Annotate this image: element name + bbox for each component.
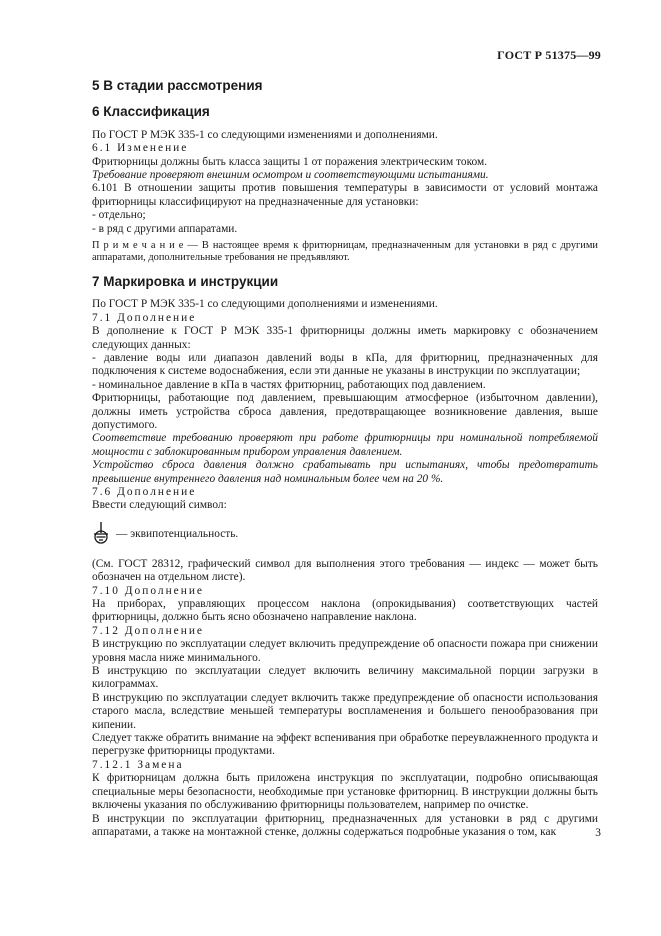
clause-7-12-1-heading: 7.12.1 Замена [92,758,184,771]
note-label: П р и м е ч а н и е [92,240,184,252]
clause-7-12-text-4: Следует также обратить внимание на эффект вспенивания при обработке переувлажненного продукта и перегрузке фритюрницы продуктами. [92,732,598,758]
symbol-caption: — эквипотенциальность. [116,528,239,541]
list-item-in-row: - в ряд с другими аппаратами. [92,222,238,235]
equipotential-icon [92,522,110,548]
section-6-title: 6 Классификация [92,104,210,120]
section-5-title: 5 В стадии рассмотрения [92,78,263,93]
clause-6-1-heading: 6.1 Изменение [92,142,189,155]
clause-7-6-reference: (См. ГОСТ 28312, графический символ для выполнения этого требования — индекс — может быть обозначен на отдельном листе). [92,557,598,584]
clause-7-6-heading: 7.6 Дополнение [92,485,197,498]
clause-7-12-heading: 7.12 Дополнение [92,624,204,637]
page-content [92,76,598,839]
note [92,240,598,265]
list-item-standalone: - отдельно; [92,209,146,222]
document-code: ГОСТ Р 51375—99 [497,48,601,62]
clause-7-1-pressure-text: Фритюрницы, работающие под давлением, превышающим атмосферное (избыточном давлении), должны иметь устройства сброса давления, предотвращающее возникновение давления, выше допустимого. [92,392,598,431]
section-7-title: 7 Маркировка и инструкции [92,273,279,289]
clause-7-1-check-1: Соответствие требованию проверяют при работе фритюрницы при номинальной потребляемой мощности с заблокированным прибором управления давлением. [92,432,598,458]
clause-6-1-check: Требование проверяют внешним осмотром и соответствующими испытаниями. [92,169,489,182]
s6-intro: По ГОСТ Р МЭК 335-1 со следующими изменениями и дополнениями. [92,128,438,141]
clause-6-1-text: Фритюрницы должны быть класса защиты 1 от поражения электрическим током. [92,155,488,168]
clause-7-12-text-3: В инструкцию по эксплуатации следует включить также предупреждение об опасности использования старого масла, вследствие меньшей температуры воспламенения и большего пенообразования при кипении. [92,691,598,731]
clause-7-10-heading: 7.10 Дополнение [92,584,204,597]
clause-7-1-item-water-pressure: - давление воды или диапазон давлений воды в кПа, для фритюрниц, предназначенных для подключения к системе водоснабжения, если эти данные не указаны в инструкции по эксплуатации; [92,351,598,378]
page-number: 3 [595,827,601,839]
clause-7-10-text: На приборах, управляющих процессом наклона (опрокидывания) соответствующих частей фритюрницы, должно быть ясно обозначено направление наклона. [92,598,598,624]
clause-7-12-1-text-2: В инструкции по эксплуатации фритюрниц, предназначенных для установки в ряд с другими аппаратами, а также на монтажной стенке, должны содержаться подробные указания о том, как [92,812,598,838]
equipotential-symbol-row [92,521,598,549]
clause-7-6-text: Ввести следующий символ: [92,499,227,512]
clause-7-1-heading: 7.1 Дополнение [92,311,197,324]
s7-intro: По ГОСТ Р МЭК 335-1 со следующими дополнениями и изменениями. [92,298,438,311]
clause-7-1-text: В дополнение к ГОСТ Р МЭК 335-1 фритюрницы должны иметь маркировку с обозначением следующих данных: [92,325,598,351]
clause-7-1-item-rated-pressure: - номинальное давление в кПа в частях фритюрниц, работающих под давлением. [92,378,486,391]
clause-6-101-text: 6.101 В отношении защиты против повышения температуры в зависимости от условий монтажа фритюрницы классифицируют на предназначенные для установки: [92,182,598,208]
clause-7-12-text-2: В инструкцию по эксплуатации следует включить величину максимальной порции загрузки в килограммах. [92,665,598,691]
clause-7-12-1-text-1: К фритюрницам должна быть приложена инструкция по эксплуатации, подробно описывающая специальные меры безопасности, необходимые при установке фритюрниц. В инструкции должны быть включены указания по обслуживанию фритюрницы пользователем, например по очистке. [92,772,598,812]
note-text: — В настоящее время к фритюрницам, предназначенным для установки в ряд с другими аппаратами, дополнительные требования не предъявляют. [92,240,598,264]
clause-7-1-check-2: Устройство сброса давления должно срабатывать при испытаниях, чтобы предотвратить превышение внутреннего давления над номинальным более чем на 20 %. [92,459,598,485]
clause-7-12-text-1: В инструкцию по эксплуатации следует включить предупреждение об опасности пожара при снижении уровня масла ниже минимального. [92,638,598,664]
